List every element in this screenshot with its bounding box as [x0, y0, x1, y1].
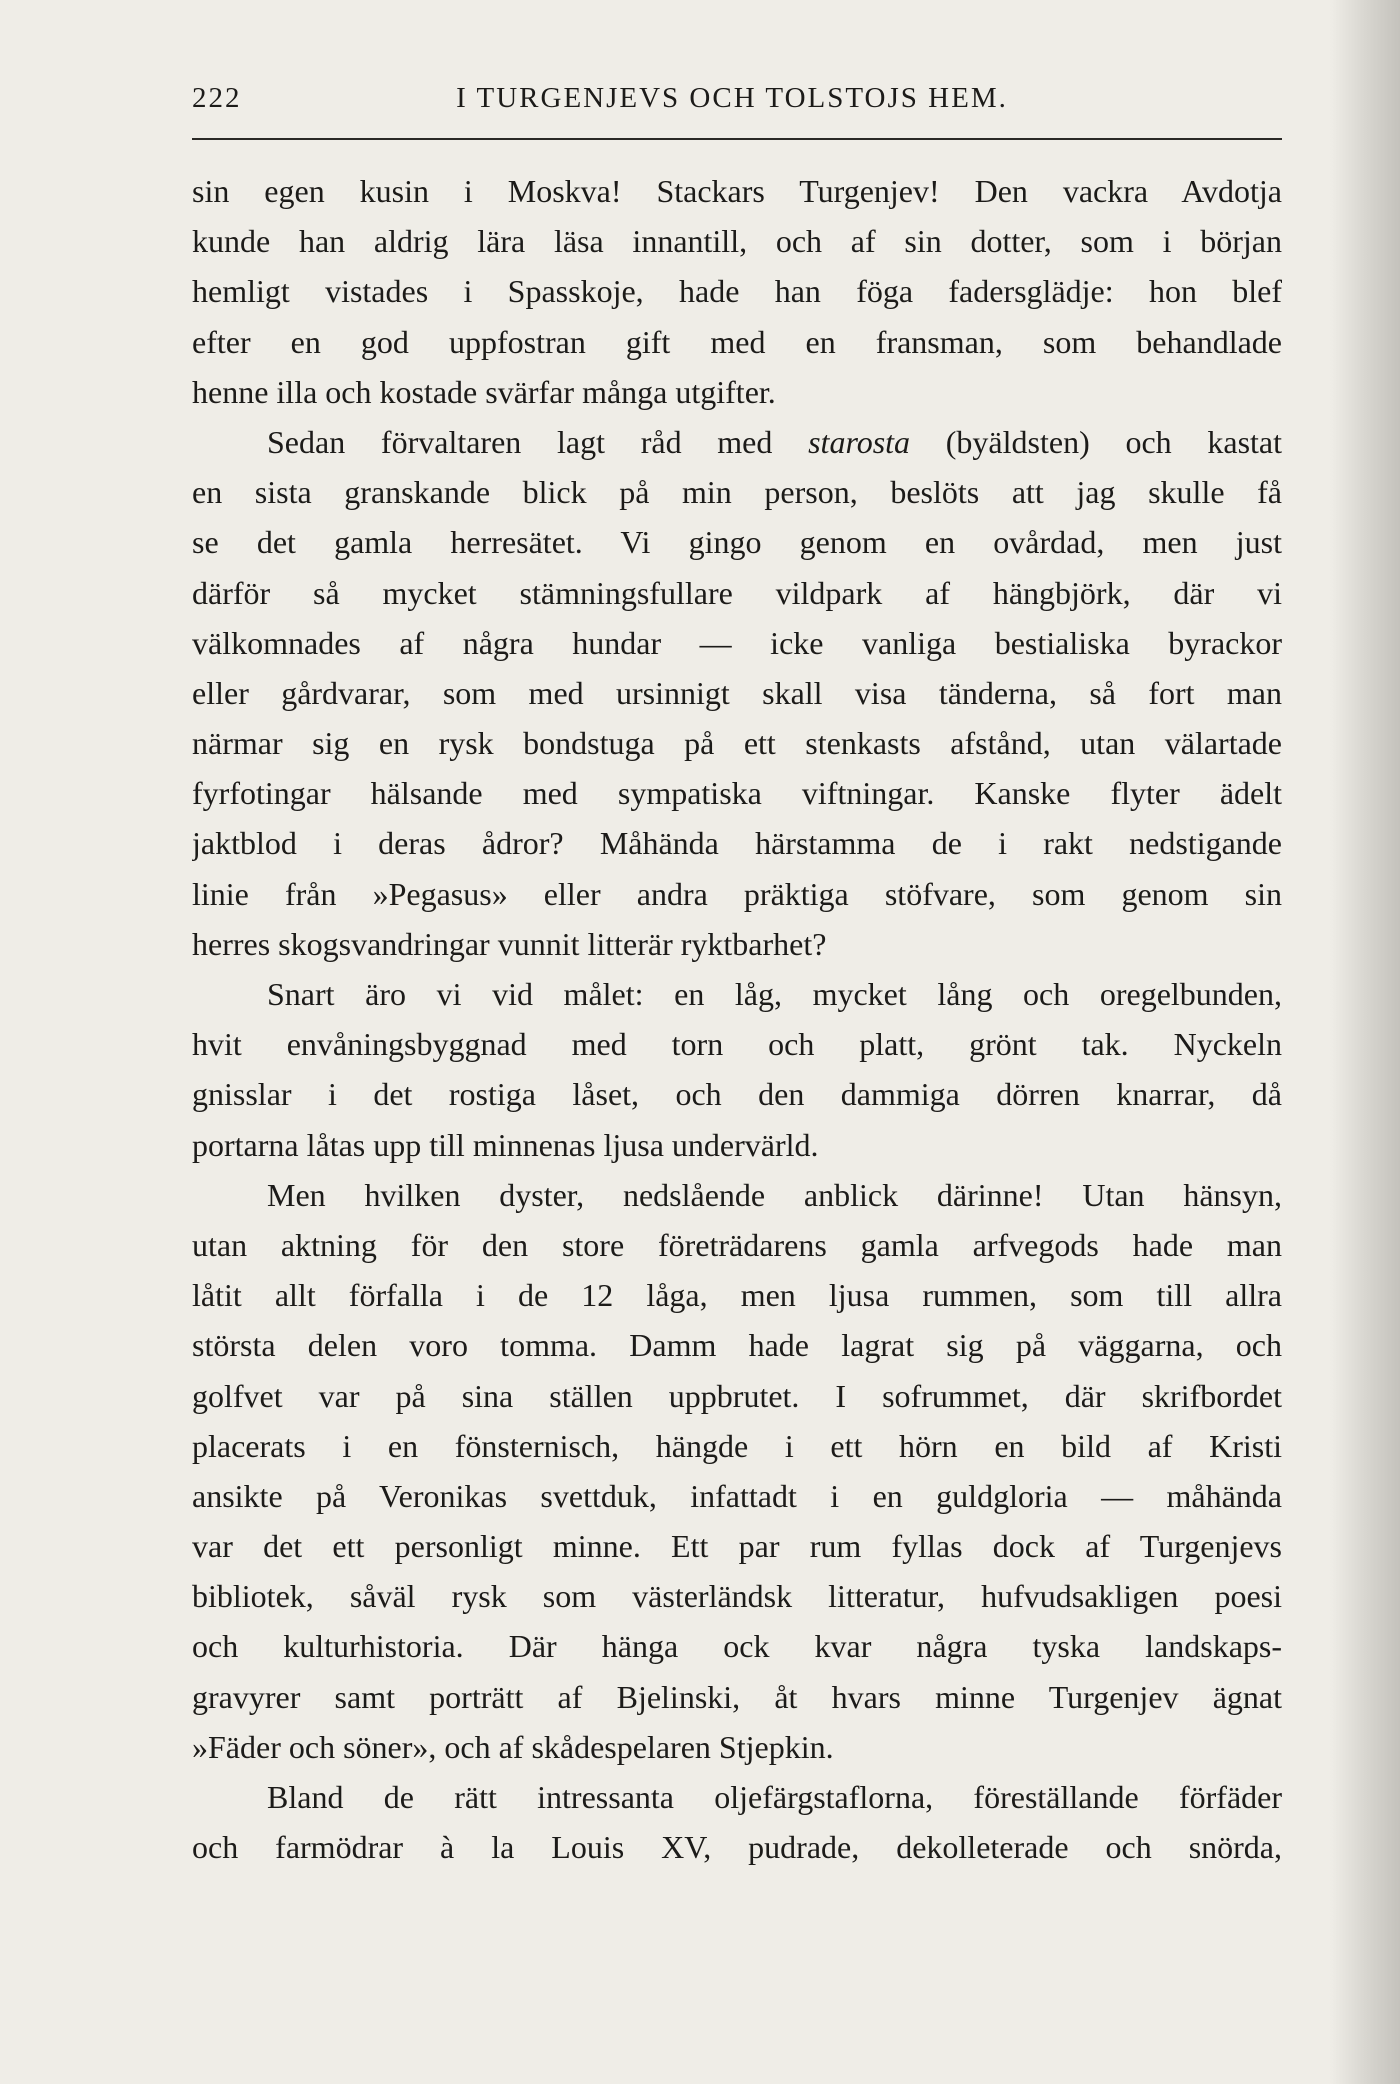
text-line: se det gamla herresätet. Vi gingo genom en ovårdad, men just — [192, 524, 1282, 561]
running-title: I TURGENJEVS OCH TOLSTOJS HEM. — [456, 82, 1008, 114]
text-line: därför så mycket stämningsfullare vildpark af hängbjörk, där vi — [192, 574, 1282, 611]
text-line: hemligt vistades i Spasskoje, hade han föga fadersglädje: hon blef — [192, 273, 1282, 310]
text-line: portarna låtas upp till minnenas ljusa undervärld. — [192, 1126, 819, 1163]
text-line: fyrfotingar hälsande med sympatiska viftningar. Kanske flyter ädelt — [192, 775, 1282, 812]
text-line: eller gårdvarar, som med ursinnigt skall visa tänderna, så fort man — [192, 674, 1282, 711]
text-line: största delen voro tomma. Damm hade lagrat sig på väggarna, och — [192, 1327, 1282, 1364]
text-line: Bland de rätt intressanta oljefärgstaflorna, föreställande förfäder — [267, 1779, 1282, 1815]
text-line: jaktblod i deras ådror? Måhända härstamma de i rakt nedstigande — [192, 825, 1282, 862]
text-line: och farmödrar à la Louis XV, pudrade, dekolleterade och snörda, — [192, 1829, 1282, 1866]
text-line: välkomnades af några hundar — icke vanliga bestialiska byrackor — [192, 624, 1282, 661]
page-number: 222 — [192, 82, 242, 114]
text-line: Men hvilken dyster, nedslående anblick därinne! Utan hänsyn, — [267, 1176, 1282, 1213]
text-line: placerats i en fönsternisch, hängde i ett hörn en bild af Kristi — [192, 1427, 1282, 1464]
text-run: (byäldsten) och kastat — [910, 423, 1282, 460]
text-line: sin egen kusin i Moskva! Stackars Turgenjev! Den vackra Avdotja — [192, 173, 1282, 209]
text-line: Snart äro vi vid målet: en låg, mycket lång och oregelbunden, — [267, 976, 1282, 1012]
text-line: gravyrer samt porträtt af Bjelinski, åt hvars minne Turgenjev ägnat — [192, 1678, 1282, 1715]
text-line: gnisslar i det rostiga låset, och den dammiga dörren knarrar, då — [192, 1076, 1282, 1113]
text-line: golfvet var på sina ställen uppbrutet. I sofrummet, där skrifbordet — [192, 1377, 1282, 1414]
text-line: var det ett personligt minne. Ett par rum fyllas dock af Turgenjevs — [192, 1528, 1282, 1565]
header-rule — [192, 138, 1282, 140]
page-header — [192, 82, 1282, 126]
text-line: närmar sig en rysk bondstuga på ett stenkasts afstånd, utan välartade — [192, 725, 1282, 762]
text-line: en sista granskande blick på min person, beslöts att jag skulle få — [192, 474, 1282, 511]
page-gutter-shadow — [1330, 0, 1400, 2084]
text-line: utan aktning för den store företrädarens gamla arfvegods hade man — [192, 1226, 1282, 1263]
italic-term: starosta — [808, 423, 911, 460]
text-line: henne illa och kostade svärfar många utgifter. — [192, 373, 776, 410]
text-line: hvit envåningsbyggnad med torn och platt, grönt tak. Nyckeln — [192, 1026, 1282, 1063]
body-text — [192, 166, 1282, 1872]
text-line: efter en god uppfostran gift med en fransman, som behandlade — [192, 323, 1282, 360]
text-line: kunde han aldrig lära läsa innantill, och af sin dotter, som i början — [192, 223, 1282, 260]
text-line: ansikte på Veronikas svettduk, infattadt i en guldgloria — måhända — [192, 1477, 1282, 1514]
text-line: låtit allt förfalla i de 12 låga, men ljusa rummen, som till allra — [192, 1277, 1282, 1314]
text-line: »Fäder och söner», och af skådespelaren Stjepkin. — [192, 1728, 834, 1765]
text-line — [192, 417, 1282, 467]
text-line: och kulturhistoria. Där hänga ock kvar några tyska landskaps- — [192, 1628, 1282, 1665]
text-line: bibliotek, såväl rysk som västerländsk litteratur, hufvudsakligen poesi — [192, 1578, 1282, 1615]
text-run: Sedan förvaltaren lagt råd med — [267, 423, 809, 460]
text-line: linie från »Pegasus» eller andra präktiga stöfvare, som genom sin — [192, 875, 1282, 912]
text-line: herres skogsvandringar vunnit litterär ryktbarhet? — [192, 925, 827, 962]
